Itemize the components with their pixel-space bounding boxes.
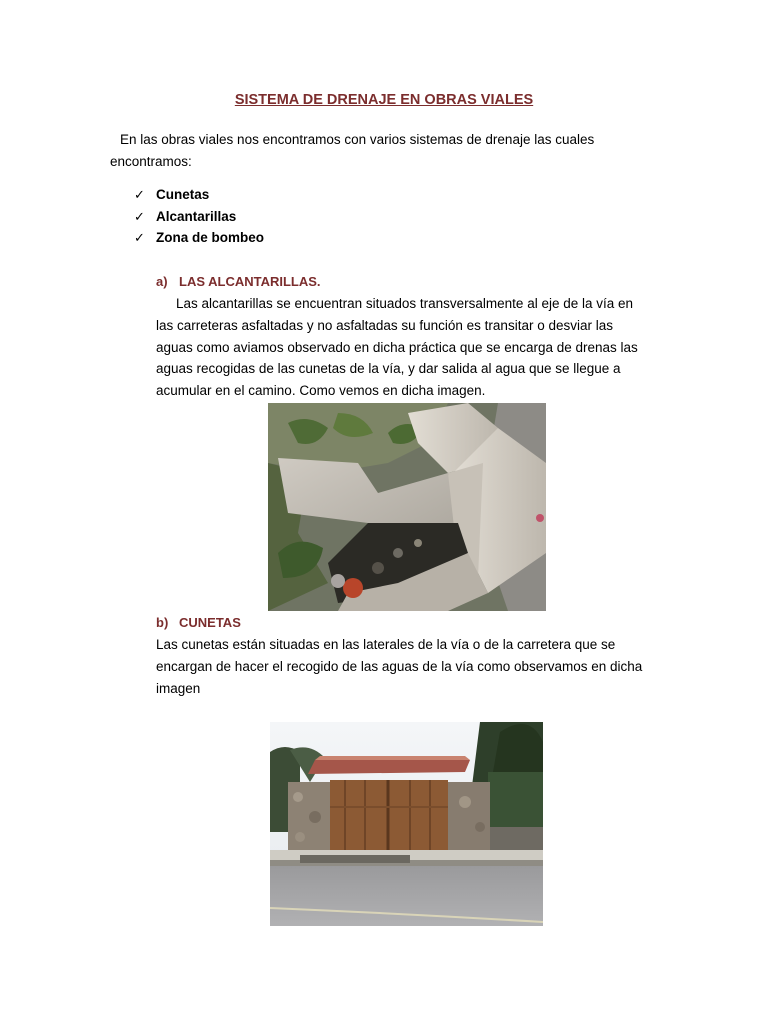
check-icon: ✓ bbox=[134, 187, 145, 202]
intro-line: encontramos: bbox=[110, 153, 192, 169]
intro-line: En las obras viales nos encontramos con varios sistemas de drenaje las cuales bbox=[120, 132, 595, 147]
gutter-photo bbox=[270, 722, 543, 926]
list-item-label: Zona de bombeo bbox=[156, 230, 264, 245]
section-letter: b) bbox=[156, 615, 169, 630]
paragraph-line: encargan de hacer el recogido de las aguas de la vía como observamos en dicha bbox=[156, 658, 643, 674]
culvert-photo bbox=[268, 403, 546, 611]
list-item bbox=[134, 227, 264, 249]
paragraph-line: aguas como aviamos observado en dicha práctica que se encarga de drenas las bbox=[156, 339, 638, 355]
section-b-heading bbox=[156, 615, 241, 630]
paragraph-line: las carreteras asfaltadas y no asfaltadas su función es transitar o desviar las bbox=[156, 317, 613, 333]
list-item bbox=[134, 206, 264, 228]
section-a-heading bbox=[156, 274, 321, 289]
page-title: SISTEMA DE DRENAJE EN OBRAS VIALES bbox=[234, 92, 534, 108]
paragraph-line: acumular en el camino. Como vemos en dicha imagen. bbox=[156, 383, 486, 399]
list-item-label: Cunetas bbox=[156, 187, 210, 202]
section-letter: a) bbox=[156, 274, 168, 289]
paragraph-line: imagen bbox=[156, 680, 201, 696]
check-icon: ✓ bbox=[134, 208, 145, 224]
intro-paragraph bbox=[110, 129, 650, 172]
section-a-paragraph bbox=[156, 293, 666, 402]
section-title: LAS ALCANTARILLAS. bbox=[179, 274, 321, 289]
section-b-paragraph bbox=[156, 634, 666, 699]
list-item bbox=[134, 184, 264, 206]
drainage-checklist bbox=[134, 184, 264, 249]
list-item-label: Alcantarillas bbox=[156, 208, 237, 224]
check-icon: ✓ bbox=[134, 230, 145, 245]
section-title: CUNETAS bbox=[179, 615, 241, 630]
paragraph-line: aguas recogidas de las cunetas de la vía, y dar salida al agua que se llegue a bbox=[156, 361, 621, 377]
paragraph-line: Las alcantarillas se encuentran situados transversalmente al eje de la vía en bbox=[176, 296, 634, 311]
paragraph-line: Las cunetas están situadas en las laterales de la vía o de la carretera que se bbox=[156, 637, 616, 652]
